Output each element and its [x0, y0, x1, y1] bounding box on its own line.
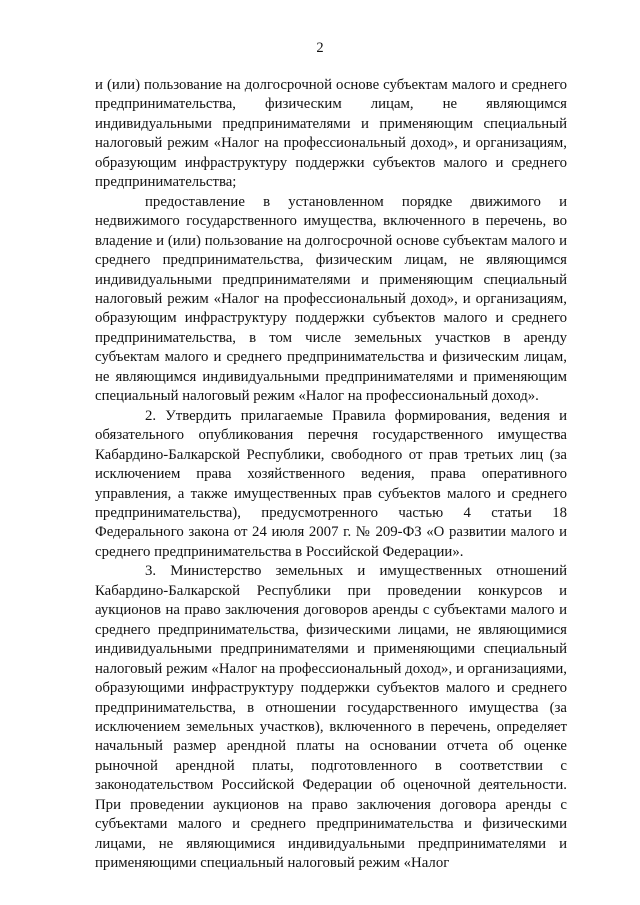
page-number: 2 [316, 40, 324, 56]
document-body [95, 76, 567, 874]
paragraph-continuation: и (или) пользование на долгосрочной основе субъектам малого и среднего предпринимательства, физическим лицам, не являющимся индивидуальными предпринимателями и применяющим специальный налоговый режим «Налог на профессиональный доход», и организациям, образующим инфраструктуру поддержки субъектов малого и среднего предпринимательства; [95, 77, 567, 191]
paragraph-item-3: 3. Министерство земельных и имущественных отношений Кабардино-Балкарской Республики при проведении конкурсов и аукционов на право заключения договоров аренды с субъектами малого и среднего предпринимательства, физическими лицами, не являющимися индивидуальными предпринимателями и применяющими специальный налоговый режим «Налог на профессиональный доход», и организациями, образующими инфраструктуру поддержки субъектов малого и среднего предпринимательства, в отношении государственного имущества (за исключением земельных участков), включенного в перечень, определяет начальный размер арендной платы на основании отчета об оценке рыночной арендной платы, подготовленного в соответствии с законодательством Российской Федерации об оценочной деятельности. При проведении аукционов на право заключения договора аренды с субъектами малого и среднего предпринимательства и физическими лицами, не являющимися индивидуальными предпринимателями и применяющими специальный налоговый режим «Налог [95, 563, 567, 872]
paragraph-provision: предоставление в установленном порядке движимого и недвижимого государственного имущества, включенного в перечень, во владение и (или) пользование на долгосрочной основе субъектам малого и среднего предпринимательства, физическим лицам, не являющимся индивидуальными предпринимателями и применяющим специальный налоговый режим «Налог на профессиональный доход», и организациям, образующим инфраструктуру поддержки субъектов малого и среднего предпринимательства, в том числе земельных участков в аренду субъектам малого и среднего предпринимательства и физическим лицам, не являющимся индивидуальными предпринимателями и применяющим специальный налоговый режим «Налог на профессиональный доход». [95, 193, 567, 405]
paragraph-item-2: 2. Утвердить прилагаемые Правила формирования, ведения и обязательного опубликования перечня государственного имущества Кабардино-Балкарской Республики, свободного от прав третьих лиц (за исключением права хозяйственного ведения, права оперативного управления, а также имущественных прав субъектов малого и среднего предпринимательства), предусмотренного частью 4 статьи 18 Федерального закона от 24 июля 2007 г. № 209-ФЗ «О развитии малого и среднего предпринимательства в Российской Федерации». [95, 407, 567, 560]
